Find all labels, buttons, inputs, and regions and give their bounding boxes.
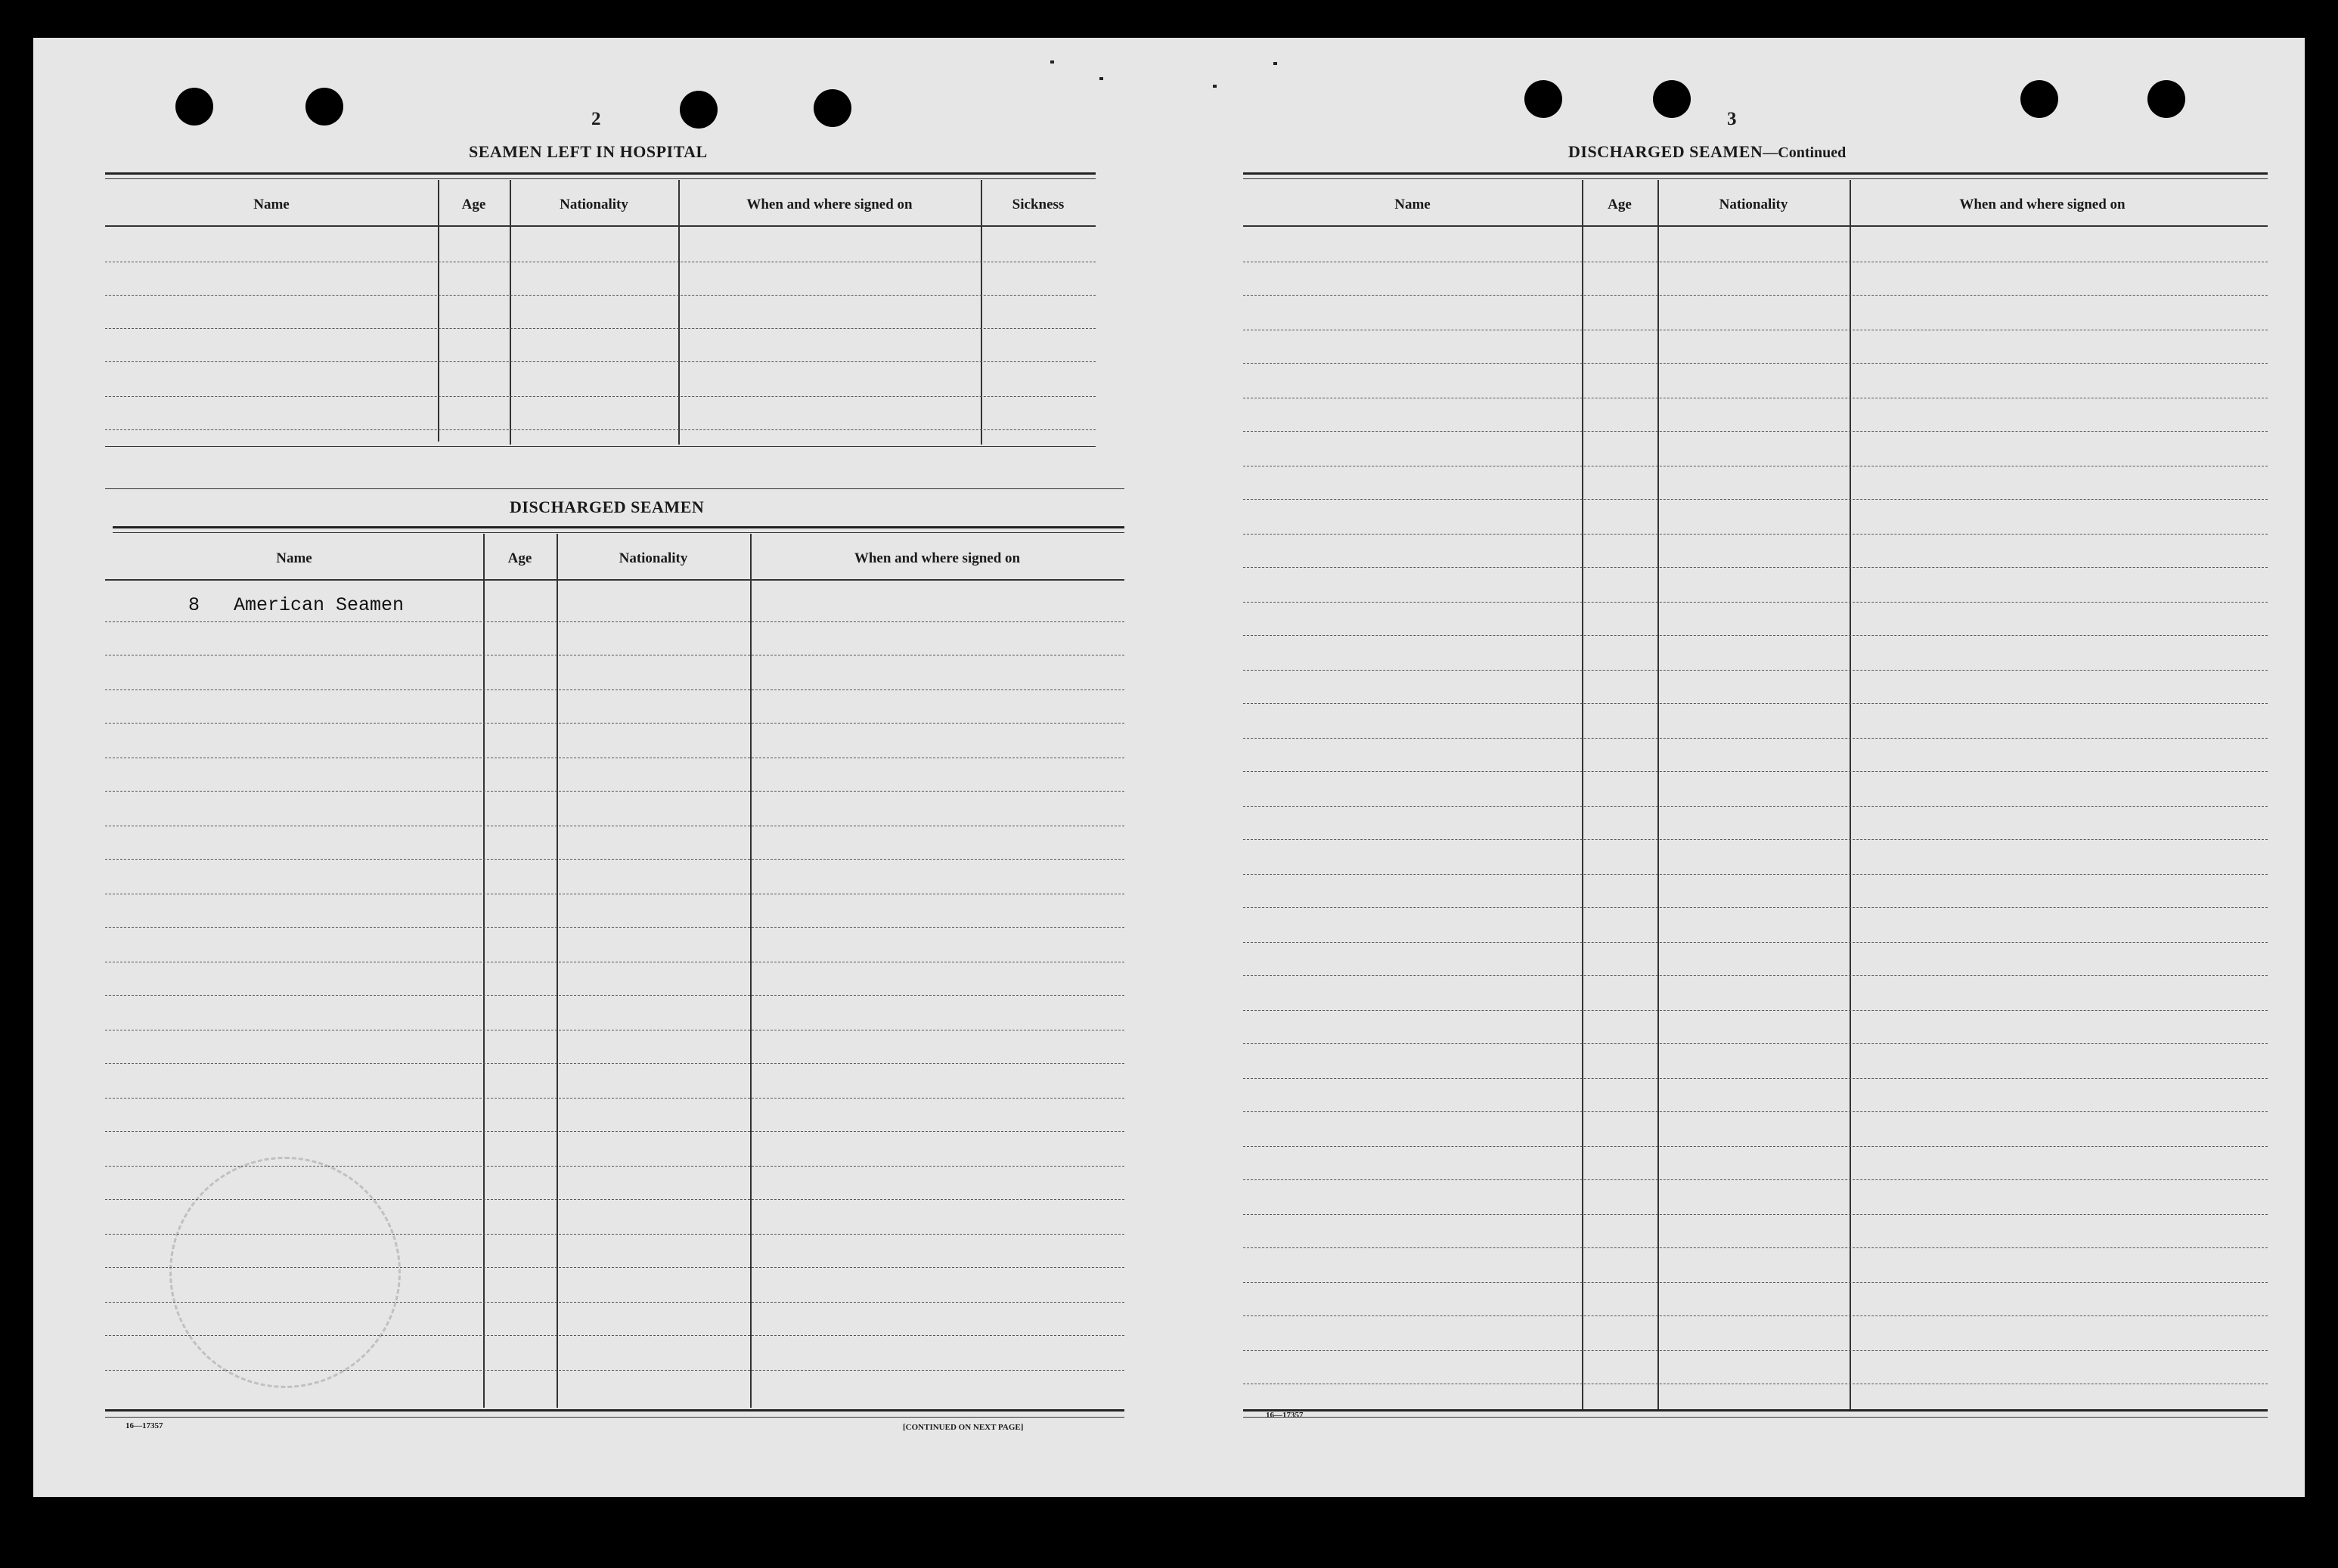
table-bottom-rule — [1243, 1417, 2268, 1418]
table-top-rule — [105, 488, 1124, 489]
binder-hole — [1524, 80, 1562, 118]
binder-hole — [680, 91, 718, 129]
table-row-line — [1243, 1111, 2268, 1112]
speck — [1213, 85, 1217, 88]
table-row-line — [1243, 703, 2268, 704]
table-row-line — [105, 859, 1124, 860]
table-row-line — [1243, 635, 2268, 636]
column-header-nationality: Nationality — [560, 197, 628, 212]
table-row-line — [105, 328, 1096, 329]
header-bottom-rule — [1243, 225, 2268, 227]
column-header-name: Name — [253, 197, 290, 212]
column-header-name: Name — [276, 550, 312, 566]
table-row-line — [105, 429, 1096, 430]
speck — [1099, 77, 1103, 80]
column-divider — [981, 180, 982, 445]
table-row-line — [1243, 534, 2268, 535]
table-top-rule — [113, 532, 1124, 533]
column-header-sickness: Sickness — [1012, 197, 1065, 212]
continued-note: [CONTINUED ON NEXT PAGE] — [903, 1423, 1024, 1432]
table-row-line — [105, 295, 1096, 296]
column-divider — [438, 180, 439, 442]
table-row-line — [1243, 975, 2268, 976]
form-number-left: 16—17357 — [126, 1421, 163, 1430]
table-row-line — [105, 361, 1096, 362]
table-top-rule — [105, 172, 1096, 175]
hospital-section-title: SEAMEN LEFT IN HOSPITAL — [469, 142, 708, 161]
table-row-line — [1243, 942, 2268, 943]
table-top-rule — [1243, 178, 2268, 179]
table-row-line — [1243, 771, 2268, 772]
binder-hole — [175, 88, 213, 126]
form-number-right: 16—17357 — [1266, 1411, 1304, 1420]
discharged-section-title: DISCHARGED SEAMEN — [510, 497, 705, 516]
binder-hole — [2147, 80, 2185, 118]
header-bottom-rule — [105, 225, 1096, 227]
table-row-line — [1243, 363, 2268, 364]
table-row-line — [1243, 1179, 2268, 1180]
header-bottom-rule — [105, 579, 1124, 581]
table-row-line — [105, 723, 1124, 724]
table-row-line — [1243, 1282, 2268, 1283]
table-row-line — [105, 396, 1096, 397]
faded-stamp — [169, 1157, 401, 1388]
table-row-line — [1243, 1043, 2268, 1044]
column-header-nationality: Nationality — [1719, 197, 1788, 212]
table-row-line — [1243, 295, 2268, 296]
discharged-continued-title-suffix: —Continued — [1763, 144, 1847, 161]
binder-hole — [2020, 80, 2058, 118]
discharged-continued-title — [1568, 142, 1846, 162]
table-row-line — [1243, 1247, 2268, 1248]
table-bottom-rule — [105, 1417, 1124, 1418]
discharged-entry-name: 8 American Seamen — [188, 594, 405, 616]
table-row-line — [1243, 1350, 2268, 1351]
table-row-line — [105, 791, 1124, 792]
table-row-line — [105, 621, 1124, 622]
column-divider — [483, 534, 485, 1408]
table-row-line — [1243, 602, 2268, 603]
discharged-continued-title-main: DISCHARGED SEAMEN — [1568, 142, 1763, 161]
column-header-age: Age — [507, 550, 532, 566]
page-number-right: 3 — [1727, 109, 1737, 129]
table-row-line — [105, 995, 1124, 996]
table-row-line — [105, 1098, 1124, 1099]
column-header-age: Age — [1608, 197, 1632, 212]
speck — [1050, 60, 1054, 64]
column-divider — [510, 180, 511, 445]
table-row-line — [1243, 431, 2268, 432]
table-row-line — [1243, 738, 2268, 739]
table-bottom-rule — [1243, 1409, 2268, 1412]
column-header-signed-on: When and where signed on — [1959, 197, 2126, 212]
table-row-line — [105, 689, 1124, 690]
column-header-signed-on: When and where signed on — [854, 550, 1021, 566]
table-row-line — [1243, 839, 2268, 840]
column-divider — [557, 534, 558, 1408]
column-header-nationality: Nationality — [619, 550, 688, 566]
table-row-line — [1243, 1078, 2268, 1079]
table-top-rule — [113, 526, 1124, 528]
table-row-line — [1243, 567, 2268, 568]
column-header-signed-on: When and where signed on — [746, 197, 913, 212]
column-divider — [1657, 180, 1659, 1409]
table-row-line — [1243, 670, 2268, 671]
table-row-line — [1243, 874, 2268, 875]
table-row-line — [1243, 907, 2268, 908]
discharged-continued-table — [1243, 172, 2268, 1450]
column-divider — [750, 534, 752, 1408]
column-divider — [1850, 180, 1851, 1409]
table-row-line — [1243, 806, 2268, 807]
column-header-name: Name — [1394, 197, 1431, 212]
hospital-table — [105, 172, 1096, 482]
table-row-line — [1243, 1146, 2268, 1147]
table-top-rule — [105, 178, 1096, 179]
table-bottom-rule — [105, 1409, 1124, 1412]
table-row-line — [105, 1063, 1124, 1064]
binder-hole — [814, 89, 851, 127]
table-row-line — [1243, 1214, 2268, 1215]
page-number-left: 2 — [591, 109, 601, 129]
table-top-rule — [1243, 172, 2268, 175]
column-header-age: Age — [461, 197, 486, 212]
binder-hole — [305, 88, 343, 126]
table-row-line — [1243, 499, 2268, 500]
table-row-line — [1243, 1315, 2268, 1316]
table-row-line — [1243, 1010, 2268, 1011]
document-sheet — [33, 38, 2305, 1497]
table-row-line — [105, 927, 1124, 928]
column-divider — [678, 180, 680, 445]
speck — [1273, 62, 1277, 65]
table-bottom-rule — [105, 446, 1096, 447]
column-divider — [1582, 180, 1583, 1409]
table-row-line — [105, 1131, 1124, 1132]
binder-hole — [1653, 80, 1691, 118]
